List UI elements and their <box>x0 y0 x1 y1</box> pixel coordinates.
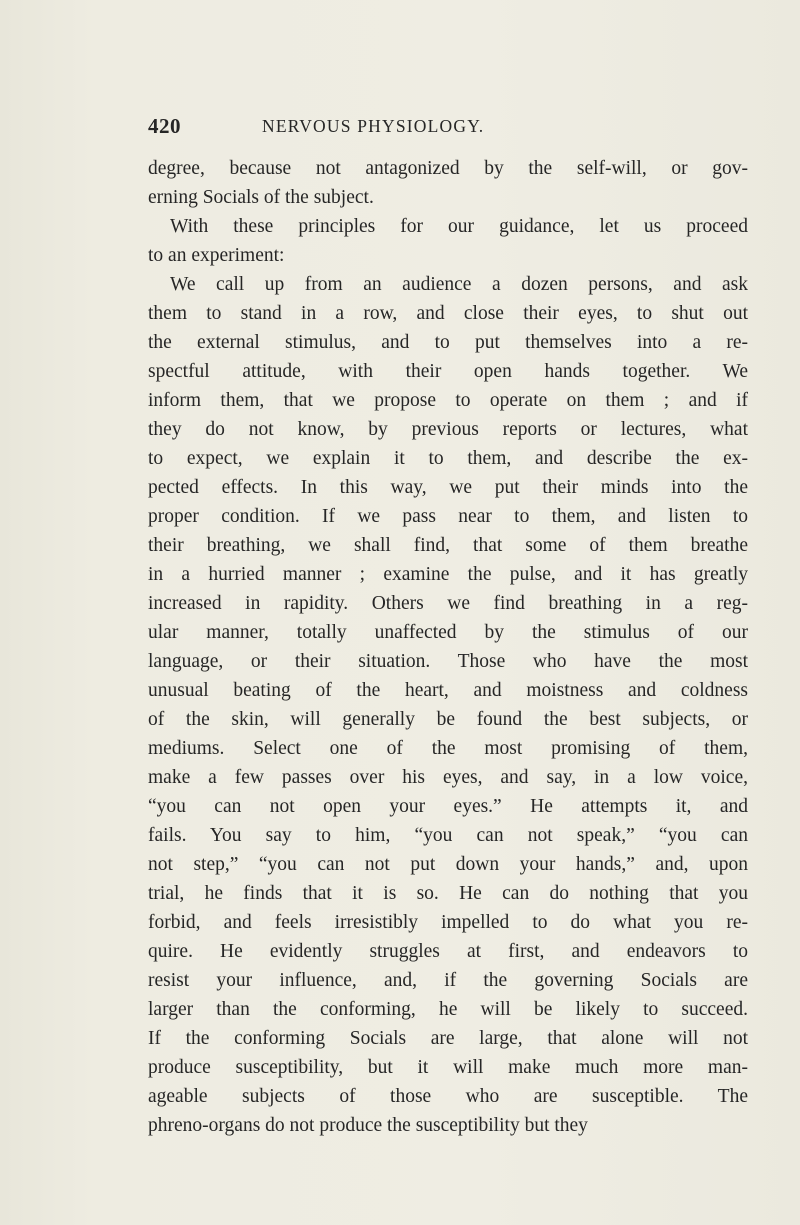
text-line: forbid, and feels irresistibly impelled to do what you re- <box>148 912 748 933</box>
page-number: 420 <box>148 114 181 138</box>
text-line: to an experiment: <box>148 245 285 266</box>
running-head <box>148 114 748 142</box>
text-line: With these principles for our guidance, let us proceed <box>170 216 748 237</box>
text-line: degree, because not antagonized by the self-will, or gov- <box>148 158 748 179</box>
text-line: in a hurried manner ; examine the pulse, and it has greatly <box>148 564 748 585</box>
text-line: unusual beating of the heart, and moistness and coldness <box>148 680 748 701</box>
text-line: spectful attitude, with their open hands together. We <box>148 361 748 382</box>
text-line: them to stand in a row, and close their eyes, to shut out <box>148 303 748 324</box>
text-line: inform them, that we propose to operate on them ; and if <box>148 390 748 411</box>
text-line: We call up from an audience a dozen persons, and ask <box>170 274 748 295</box>
text-line: make a few passes over his eyes, and say, in a low voice, <box>148 767 748 788</box>
text-line: resist your influence, and, if the governing Socials are <box>148 970 748 991</box>
text-line: to expect, we explain it to them, and describe the ex- <box>148 448 748 469</box>
text-line: mediums. Select one of the most promising of them, <box>148 738 748 759</box>
text-line: erning Socials of the subject. <box>148 187 374 208</box>
running-title: NERVOUS PHYSIOLOGY. <box>262 116 485 136</box>
text-line: trial, he finds that it is so. He can do nothing that you <box>148 883 748 904</box>
text-line: their breathing, we shall find, that some of them breathe <box>148 535 748 556</box>
text-line: ular manner, totally unaffected by the stimulus of our <box>148 622 748 643</box>
text-line: of the skin, will generally be found the best subjects, or <box>148 709 748 730</box>
body-text <box>148 154 748 1140</box>
text-line: quire. He evidently struggles at first, and endeavors to <box>148 941 748 962</box>
text-line: fails. You say to him, “you can not speak,” “you can <box>148 825 748 846</box>
text-line: language, or their situation. Those who have the most <box>148 651 748 672</box>
text-line: If the conforming Socials are large, that alone will not <box>148 1028 748 1049</box>
text-line: “you can not open your eyes.” He attempts it, and <box>148 796 748 817</box>
text-line: increased in rapidity. Others we find breathing in a reg- <box>148 593 748 614</box>
text-line: phreno-organs do not produce the susceptibility but they <box>148 1115 588 1136</box>
text-line: larger than the conforming, he will be likely to succeed. <box>148 999 748 1020</box>
text-line: they do not know, by previous reports or lectures, what <box>148 419 748 440</box>
text-line: not step,” “you can not put down your hands,” and, upon <box>148 854 748 875</box>
text-line: produce susceptibility, but it will make much more man- <box>148 1057 748 1078</box>
text-line: ageable subjects of those who are susceptible. The <box>148 1086 748 1107</box>
text-line: the external stimulus, and to put themselves into a re- <box>148 332 748 353</box>
text-line: pected effects. In this way, we put their minds into the <box>148 477 748 498</box>
text-line: proper condition. If we pass near to them, and listen to <box>148 506 748 527</box>
